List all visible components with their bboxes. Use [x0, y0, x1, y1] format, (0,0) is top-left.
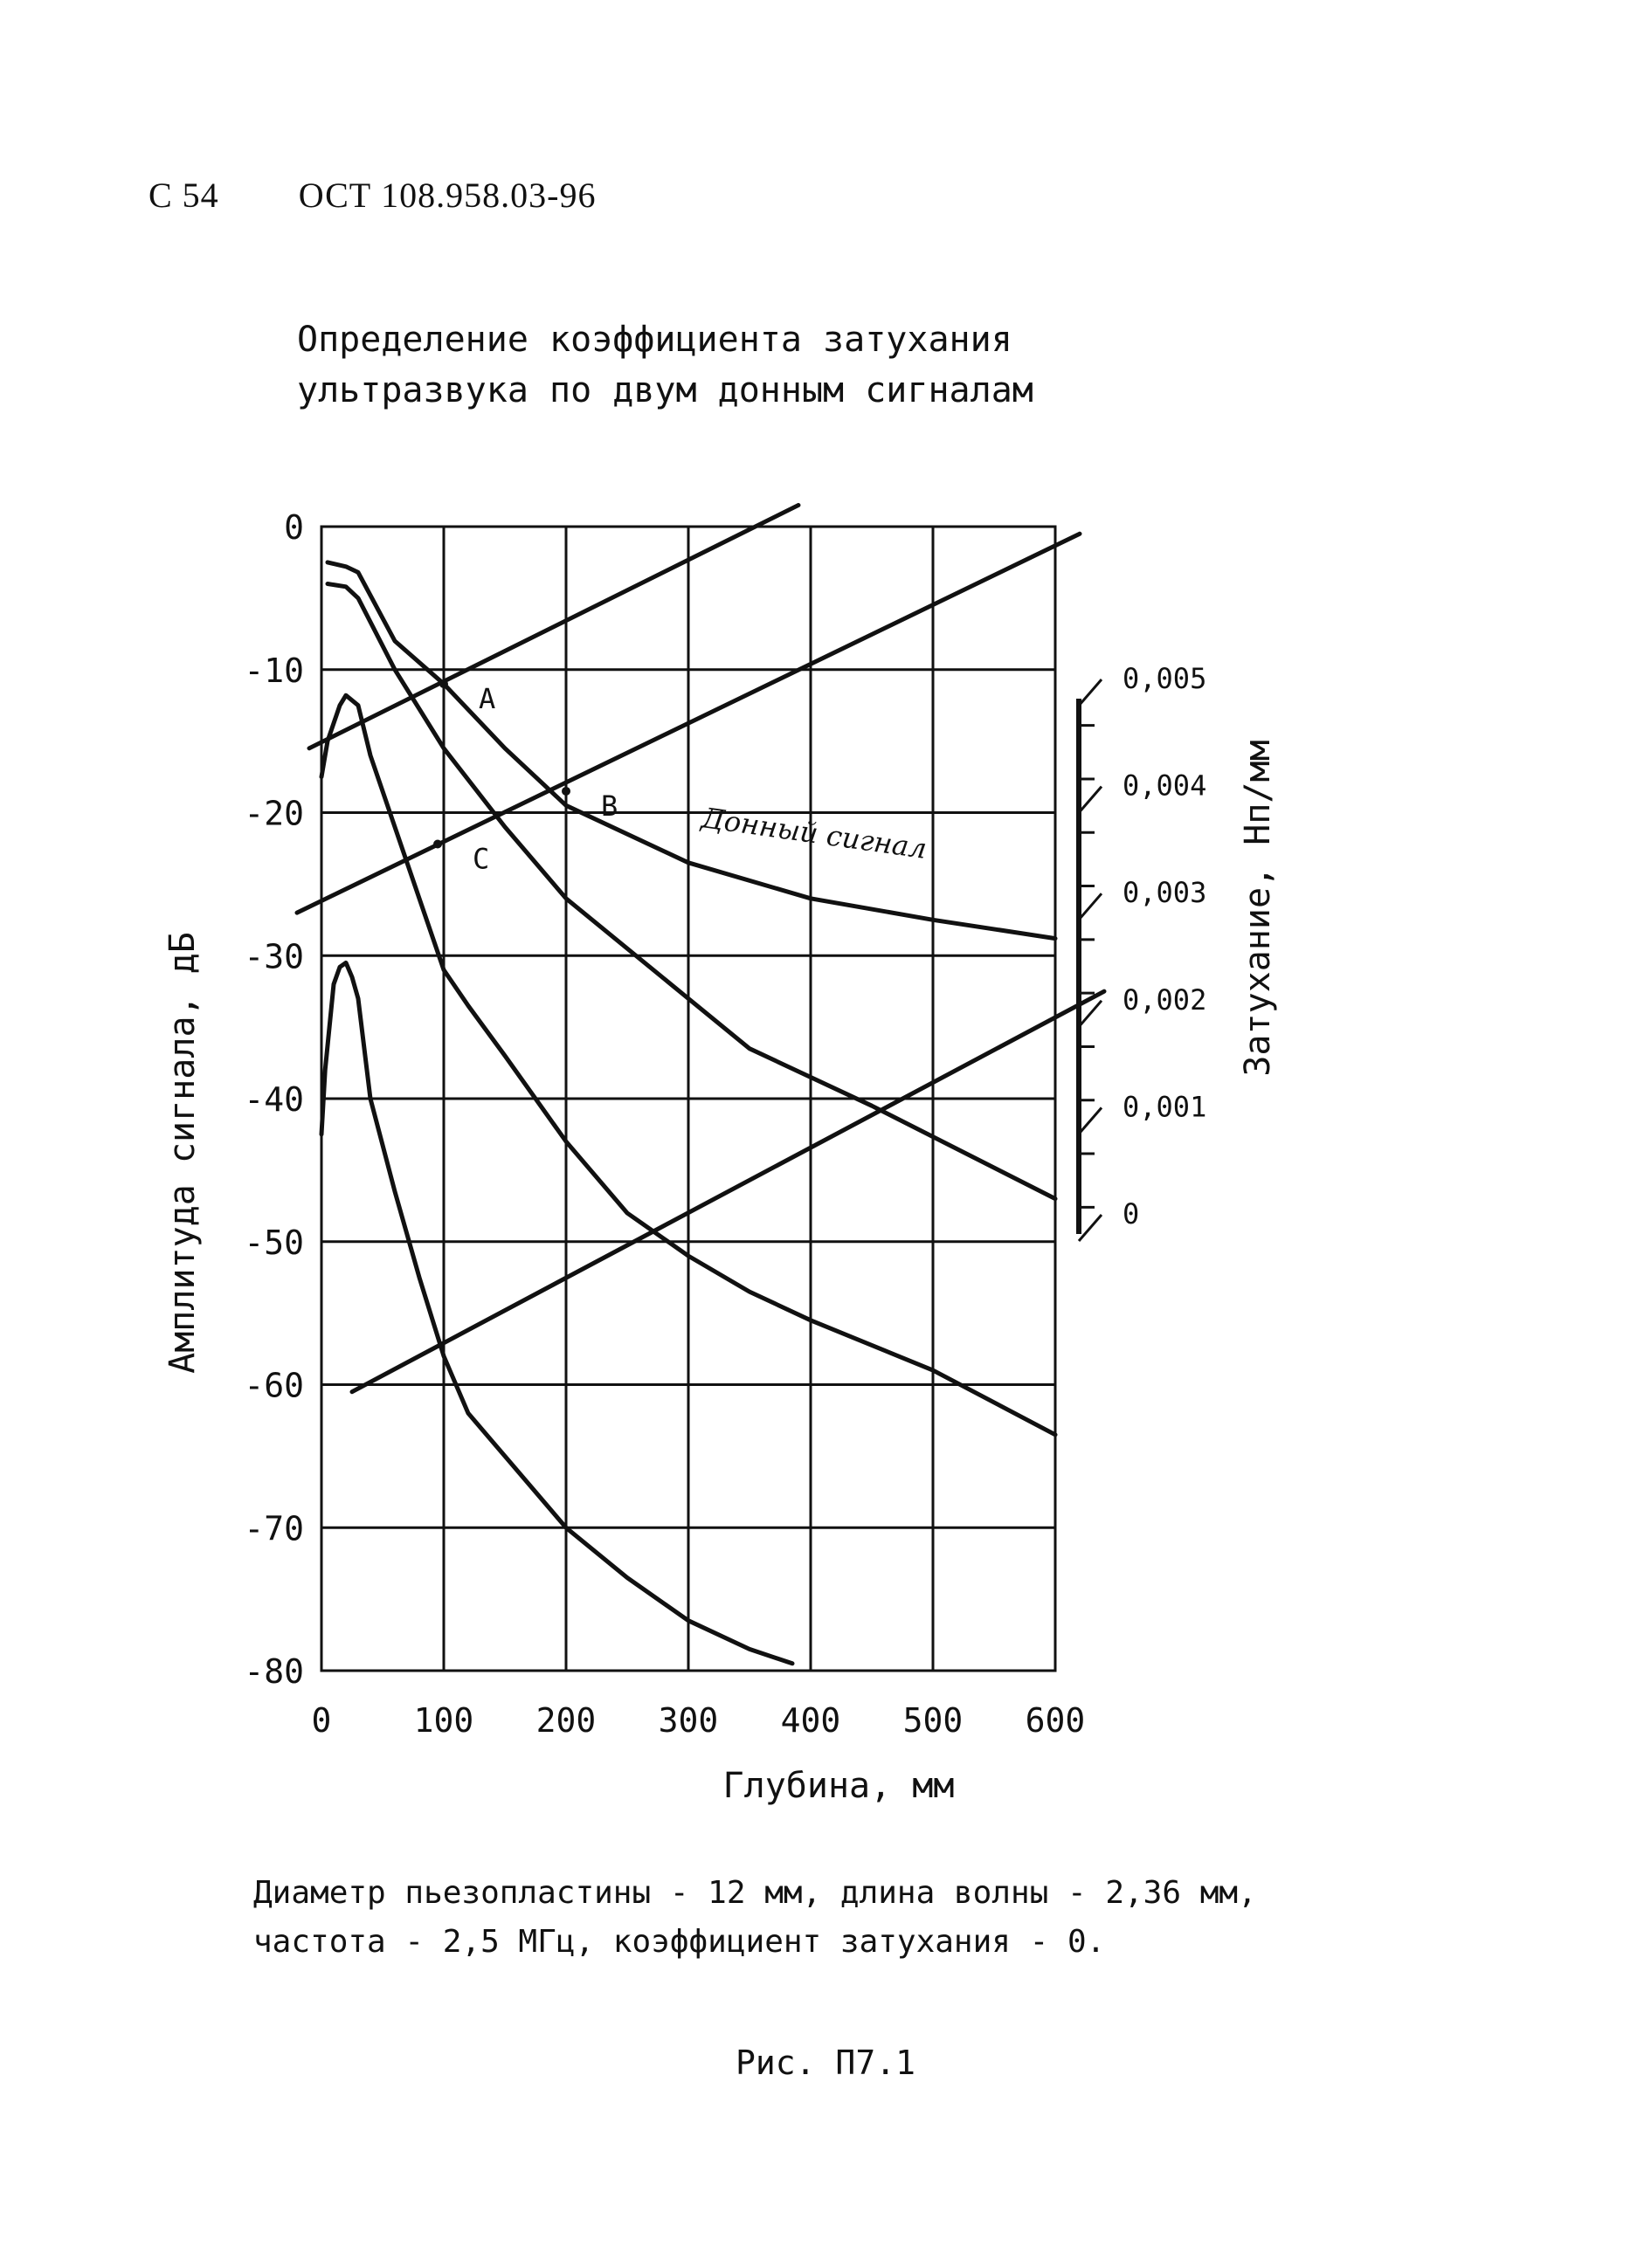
y-tick-label: -70 [244, 1509, 304, 1548]
attenuation-line [309, 505, 798, 748]
x-tick-label: 100 [413, 1701, 474, 1740]
right-tick-label: 0,004 [1123, 769, 1207, 803]
right-major-tick [1079, 787, 1102, 813]
x-axis-label: Глубина, мм [722, 1766, 955, 1806]
caption-line1: Диаметр пьезопластины - 12 мм, длина волны - 2,36 мм, [253, 1875, 1257, 1911]
figure-label: Рис. П7.1 [736, 2044, 915, 2082]
point-c-marker [433, 840, 442, 849]
right-tick-label: 0,003 [1123, 876, 1207, 910]
chart-grid [321, 527, 1055, 1671]
y-axis-label: Амплитуда сигнала, дБ [162, 932, 203, 1374]
y-tick-label: -60 [244, 1366, 304, 1405]
x-tick-label: 0 [311, 1701, 332, 1740]
right-tick-label: 0 [1123, 1197, 1140, 1231]
x-tick-label: 400 [780, 1701, 841, 1740]
right-major-tick [1079, 679, 1102, 706]
figure-caption [253, 1869, 1257, 1967]
signal-curve [328, 562, 1055, 939]
page-number: С 54 [149, 176, 219, 215]
chart-curves [297, 505, 1104, 1663]
point-b-marker [562, 787, 570, 796]
axis-tick-labels [244, 508, 1085, 1740]
right-tick-label: 0,005 [1123, 662, 1207, 695]
x-tick-label: 500 [902, 1701, 964, 1740]
x-tick-label: 300 [658, 1701, 719, 1740]
right-tick-label: 0,002 [1123, 982, 1207, 1017]
attenuation-line [352, 991, 1104, 1392]
y-tick-label: -30 [244, 937, 304, 976]
chart-title-line1: Определение коэффициента затухания [297, 320, 1012, 360]
right-axis-label: Затухание, Нп/мм [1238, 740, 1278, 1077]
signal-curve [321, 962, 792, 1663]
x-tick-label: 600 [1025, 1701, 1086, 1740]
y-tick-label: -10 [244, 651, 304, 690]
point-labels [433, 679, 929, 875]
right-major-tick [1079, 893, 1102, 920]
caption-line2: частота - 2,5 МГц, коэффициент затухания - 0. [253, 1924, 1106, 1960]
y-tick-label: -50 [244, 1223, 304, 1262]
right-tick-label: 0,001 [1123, 1090, 1207, 1124]
point-c-label: C [473, 842, 490, 876]
right-major-tick [1079, 1107, 1102, 1134]
standard-code: ОСТ 108.958.03-96 [298, 176, 597, 215]
chart-title-line2: ультразвука по двум донным сигналам [297, 370, 1033, 410]
y-tick-label: -20 [244, 794, 304, 833]
point-a-label: A [479, 682, 496, 716]
right-major-tick [1079, 1215, 1102, 1241]
y-tick-label: -40 [244, 1080, 304, 1119]
right-axis [1079, 662, 1206, 1241]
x-tick-label: 200 [535, 1701, 597, 1740]
y-tick-label: 0 [284, 508, 304, 547]
y-tick-label: -80 [244, 1652, 304, 1691]
curve-annotation: Донный сигнал [699, 801, 929, 865]
point-b-label: B [601, 789, 618, 823]
point-a-marker [439, 679, 448, 688]
